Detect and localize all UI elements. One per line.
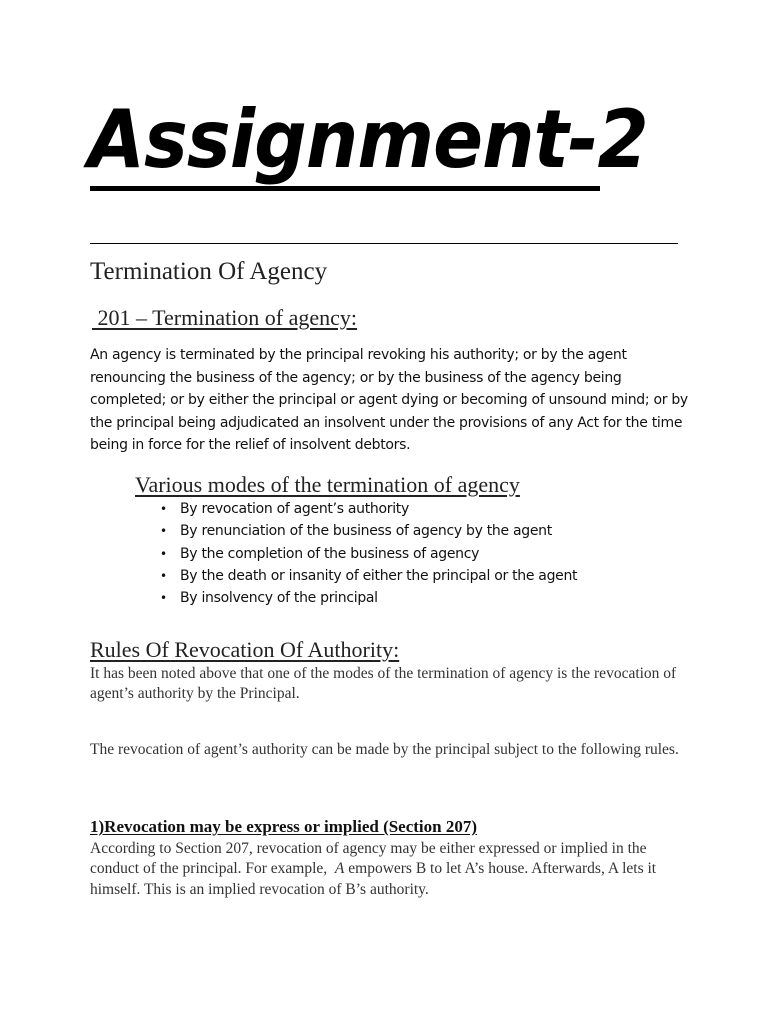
section-201-paragraph: An agency is terminated by the principal revoking his authority; or by the agent renouncing the business of the agency; or by the business of the agency being completed; or by either the principal or agent dying or becoming of unsound mind; or by the principal being adjudicated an insolvent under the provisions of any Act for the time being in force for the relief of insolvent debtors. xyxy=(90,347,688,454)
list-item xyxy=(160,543,577,565)
rules-paragraph-1: It has been noted above that one of the modes of the termination of agency is the revocation of agent’s authority by the Principal. xyxy=(90,665,677,703)
modes-heading: Various modes of the termination of agency xyxy=(135,472,520,497)
rule-1-text-italic: A xyxy=(334,860,345,878)
list-item xyxy=(160,565,577,587)
rules-paragraph-2: The revocation of agent’s authority can be made by the principal subject to the following rules. xyxy=(90,741,679,758)
list-item-text: By insolvency of the principal xyxy=(180,590,378,607)
bullet-icon: • xyxy=(160,546,167,561)
bullet-icon: • xyxy=(160,502,167,516)
bullet-icon: • xyxy=(160,568,167,583)
section-heading: Termination Of Agency xyxy=(90,258,328,285)
rule-1-text-before: According to Section 207, revocation of agency may be either expressed or implied in the conduct of the principal. For example, xyxy=(90,840,651,878)
list-item-text: By the completion of the business of agency xyxy=(180,545,480,562)
list-item-text: By renunciation of the business of agency by the agent xyxy=(180,523,552,540)
rule-1-text-after: empowers B to let A’s house. Afterwards, A lets it himself. This is an implied revocation of B’s authority. xyxy=(90,860,657,898)
title-underline xyxy=(90,186,600,191)
rules-heading: Rules Of Revocation Of Authority: xyxy=(90,637,400,662)
list-item xyxy=(160,587,577,609)
document-title: Assignment-2 xyxy=(88,93,648,186)
rule-1-heading: 1)Revocation may be express or implied (Section 207) xyxy=(90,817,478,836)
bullet-icon: • xyxy=(160,591,167,606)
rule-1-paragraph xyxy=(90,839,690,900)
list-item-text: By the death or insanity of either the principal or the agent xyxy=(180,567,578,584)
bullet-icon: • xyxy=(160,524,167,539)
section-201-heading: 201 – Termination of agency: xyxy=(92,305,358,330)
list-item xyxy=(160,498,577,520)
list-item-text: By revocation of agent’s authority xyxy=(180,501,409,517)
modes-list xyxy=(160,498,577,609)
list-item xyxy=(160,520,577,542)
horizontal-rule xyxy=(90,243,678,244)
